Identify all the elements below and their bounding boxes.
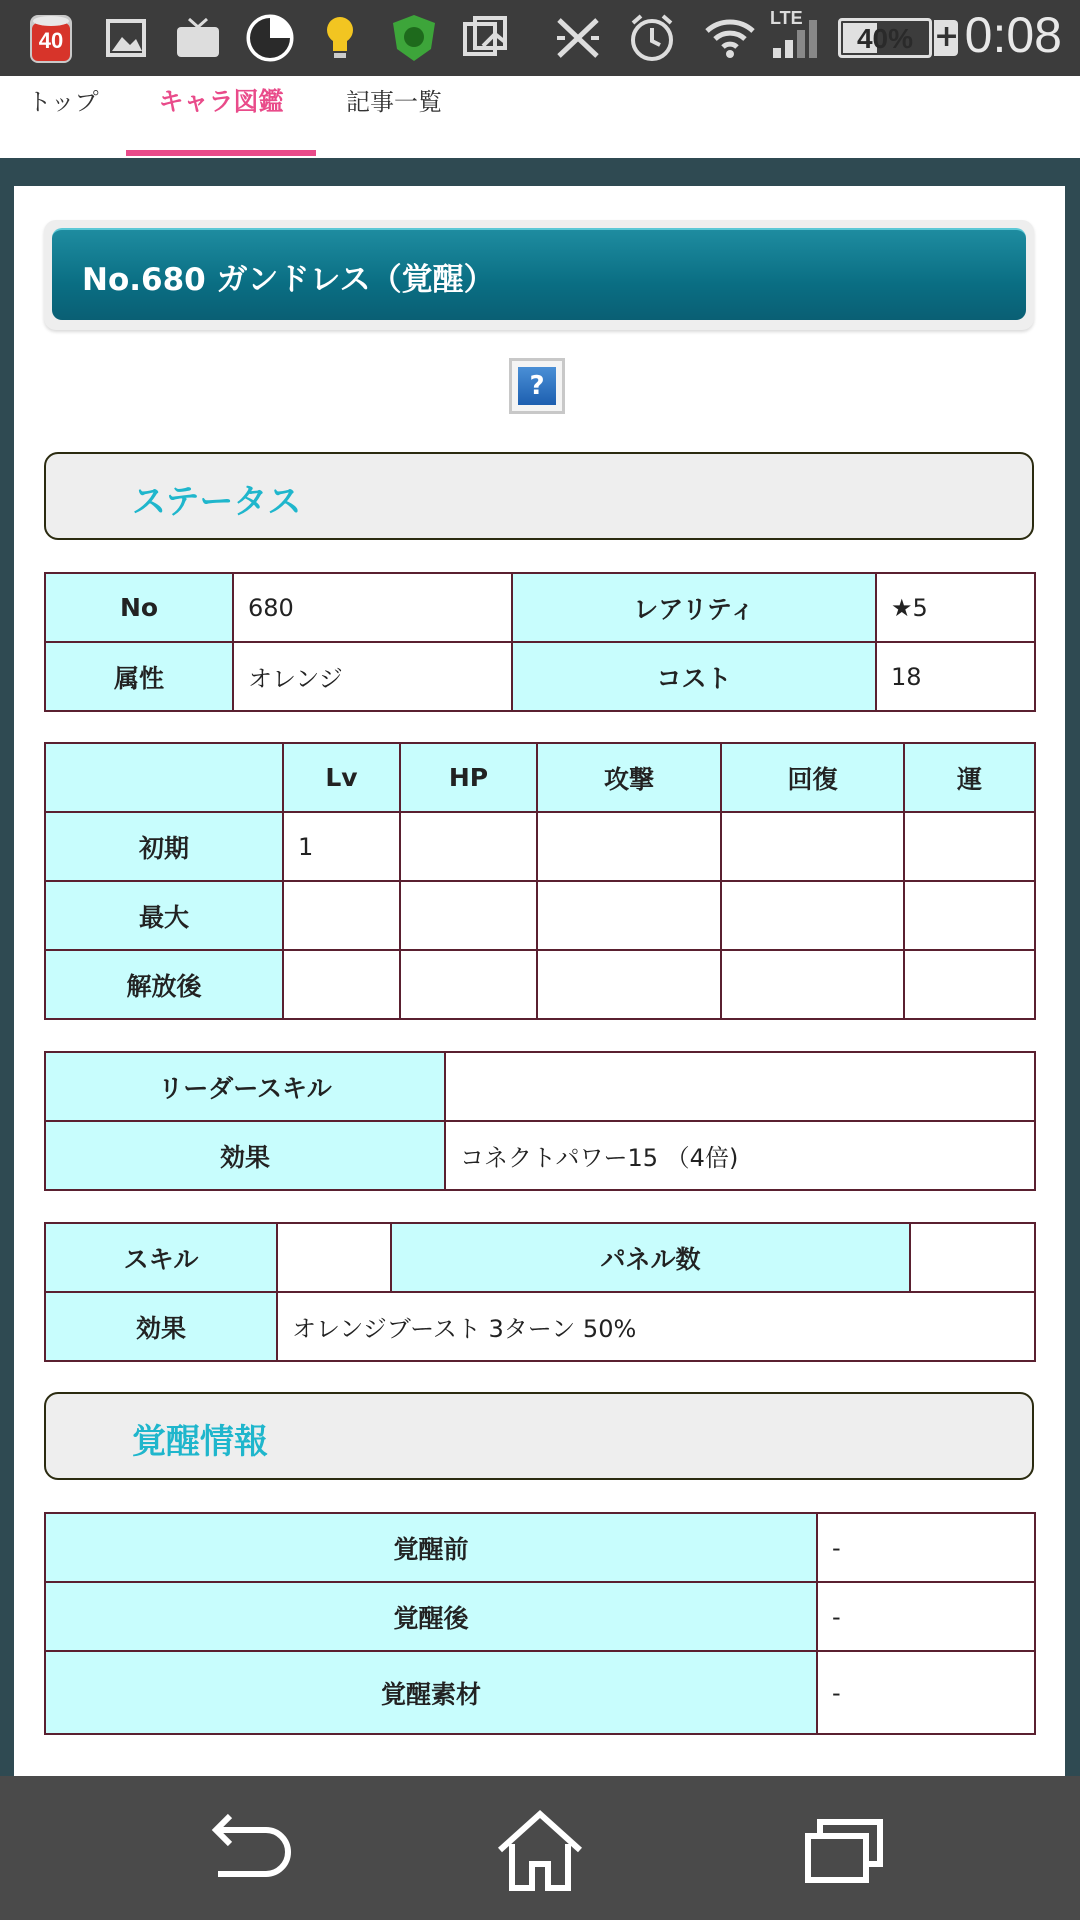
section-status (44, 452, 1034, 540)
cost-label: コスト (512, 642, 876, 711)
stats-hp (400, 812, 537, 881)
table-row (45, 573, 1035, 642)
leader-skill-label: リーダースキル (45, 1052, 445, 1121)
stats-row-label: 最大 (45, 881, 283, 950)
content-card (14, 186, 1065, 1776)
table-row (45, 642, 1035, 711)
stats-header-blank (45, 743, 283, 812)
battery-charging-icon: + (934, 19, 960, 54)
table-row (45, 1292, 1035, 1361)
stats-row-label: 初期 (45, 812, 283, 881)
stats-table (44, 742, 1036, 1020)
navigation-bar (0, 1776, 1080, 1920)
stats-recovery (721, 950, 904, 1019)
battery-icon (838, 18, 932, 58)
leader-skill-table (44, 1051, 1036, 1191)
skill-effect-value: オレンジブースト 3ターン 50% (277, 1292, 1035, 1361)
awakening-before-label: 覚醒前 (45, 1513, 817, 1582)
no-signal-icon (552, 12, 604, 64)
wifi-icon (704, 12, 756, 64)
cell-signal-icon (770, 8, 822, 64)
stats-luck (904, 812, 1035, 881)
character-image-placeholder[interactable] (509, 358, 565, 414)
no-value: 680 (233, 573, 512, 642)
awakening-material-label: 覚醒素材 (45, 1651, 817, 1734)
calendar-badge-icon (26, 12, 76, 64)
status-bar (0, 0, 1080, 76)
recent-apps-button[interactable] (796, 1806, 896, 1896)
network-type: LTE (770, 8, 803, 28)
table-row (45, 1223, 1035, 1292)
stats-attack (537, 812, 721, 881)
skill-effect-label: 効果 (45, 1292, 277, 1361)
stats-luck (904, 881, 1035, 950)
page-title: No.680 ガンドレス（覚醒） (82, 262, 495, 298)
leader-effect-value: コネクトパワー15 （4倍) (445, 1121, 1035, 1190)
tab-top[interactable]: トップ (27, 88, 99, 116)
alarm-icon (626, 12, 678, 64)
title-banner (52, 228, 1026, 320)
skill-label: スキル (45, 1223, 277, 1292)
question-icon: ? (518, 367, 556, 405)
stats-attack (537, 881, 721, 950)
skill-value (277, 1223, 391, 1292)
rarity-label: レアリティ (512, 573, 876, 642)
stats-recovery (721, 881, 904, 950)
tv-icon (174, 12, 222, 64)
panels-value (910, 1223, 1035, 1292)
stats-hp (400, 950, 537, 1019)
table-row (45, 1513, 1035, 1582)
leader-effect-label: 効果 (45, 1121, 445, 1190)
awakening-before-value: - (817, 1513, 1035, 1582)
home-icon (490, 1806, 590, 1896)
title-bar (44, 220, 1034, 330)
table-row (45, 950, 1035, 1019)
table-row (45, 1651, 1035, 1734)
awakening-material-value: - (817, 1651, 1035, 1734)
image-icon (104, 12, 148, 64)
photo-share-icon (460, 12, 510, 64)
back-icon (196, 1806, 296, 1896)
skill-table (44, 1222, 1036, 1362)
tab-bar (0, 76, 1080, 158)
table-row (45, 812, 1035, 881)
section-awakening-title: 覚醒情報 (132, 1422, 268, 1462)
stats-lv (283, 950, 400, 1019)
stats-attack (537, 950, 721, 1019)
table-row (45, 1582, 1035, 1651)
stats-lv (283, 881, 400, 950)
bug-shield-icon (390, 12, 438, 64)
stats-luck (904, 950, 1035, 1019)
stats-header-recovery: 回復 (721, 743, 904, 812)
table-row (45, 1052, 1035, 1121)
cost-value: 18 (876, 642, 1035, 711)
recent-apps-icon (796, 1806, 896, 1896)
awakening-after-label: 覚醒後 (45, 1582, 817, 1651)
attribute-label: 属性 (45, 642, 233, 711)
stats-recovery (721, 812, 904, 881)
tab-articles[interactable]: 記事一覧 (346, 88, 442, 116)
table-row (45, 743, 1035, 812)
awakening-after-value: - (817, 1582, 1035, 1651)
notif-badge: 40 (38, 28, 64, 53)
clock-half-icon (244, 12, 296, 64)
stats-row-label: 解放後 (45, 950, 283, 1019)
stats-header-lv: Lv (283, 743, 400, 812)
no-label: No (45, 573, 233, 642)
clock-time: 0:08 (964, 7, 1062, 63)
rarity-value: ★5 (876, 573, 1035, 642)
stats-hp (400, 881, 537, 950)
active-tab-indicator (126, 150, 316, 156)
home-button[interactable] (490, 1806, 590, 1896)
table-row (45, 1121, 1035, 1190)
battery-percent: 40% (856, 23, 914, 54)
back-button[interactable] (196, 1806, 296, 1896)
stats-lv: 1 (283, 812, 400, 881)
stats-header-luck: 運 (904, 743, 1035, 812)
stats-header-hp: HP (400, 743, 537, 812)
table-row (45, 881, 1035, 950)
leader-skill-value (445, 1052, 1035, 1121)
tab-character-book[interactable]: キャラ図鑑 (158, 87, 284, 116)
lightbulb-icon (322, 12, 358, 64)
section-status-title: ステータス (132, 482, 302, 522)
awakening-table (44, 1512, 1036, 1735)
basic-info-table (44, 572, 1036, 712)
stats-header-attack: 攻撃 (537, 743, 721, 812)
section-awakening (44, 1392, 1034, 1480)
attribute-value: オレンジ (233, 642, 512, 711)
panels-label: パネル数 (391, 1223, 910, 1292)
